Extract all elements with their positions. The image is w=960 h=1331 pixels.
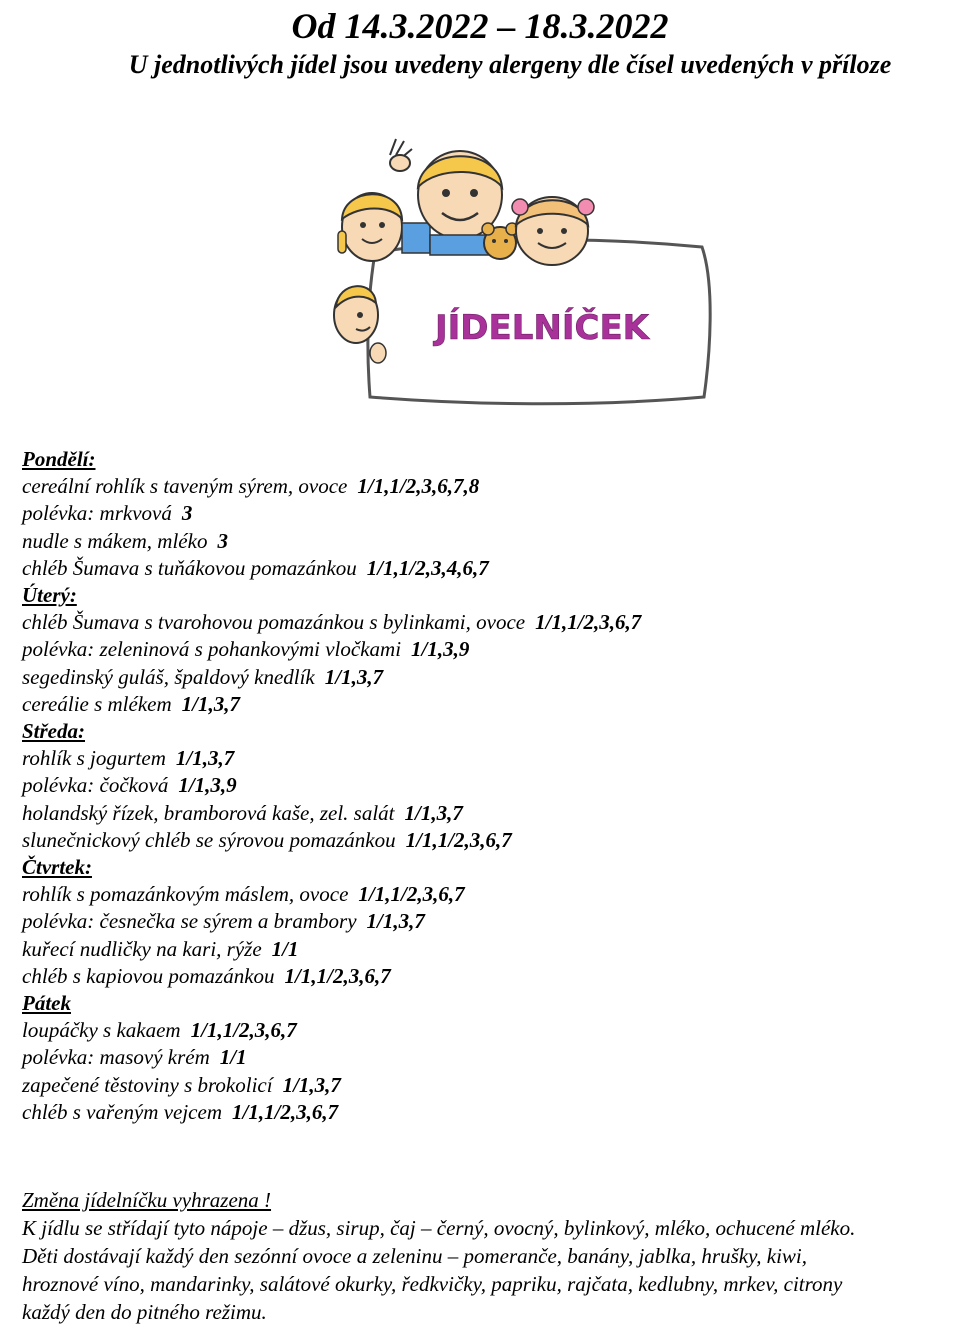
menu-item-food: chléb s kapiovou pomazánkou (22, 963, 275, 988)
menu-item-food: cereálie s mlékem (22, 691, 172, 716)
menu-item (22, 500, 942, 527)
page-subtitle: U jednotlivých jídel jsou uvedeny alergeny dle čísel uvedených v příloze (128, 50, 892, 79)
menu-item-allergens: 1/1,3,7 (282, 1072, 341, 1097)
menu-item-allergens: 1/1,1/2,3,6,7 (231, 1099, 339, 1124)
notes-section (22, 1186, 952, 1326)
day-block (22, 446, 942, 582)
menu-item (22, 636, 942, 663)
children-banner-illustration (330, 135, 720, 410)
menu-item-food: cereální rohlík s taveným sýrem, ovoce (22, 474, 348, 499)
menu-item-food: chléb s vařeným vejcem (22, 1099, 222, 1124)
menu-item (22, 800, 942, 827)
menu-item (22, 881, 942, 908)
notes-line: každý den do pitného režimu. (22, 1300, 267, 1324)
menu-item-food: rohlík s jogurtem (22, 746, 166, 771)
day-block (22, 990, 942, 1126)
menu-item (22, 772, 942, 799)
menu-item-food: rohlík s pomazánkovým máslem, ovoce (22, 882, 349, 907)
menu-item (22, 473, 942, 500)
notes-line: hroznové víno, mandarinky, salátové okurky, ředkvičky, papriku, rajčata, kedlubny, mrkev, citrony (22, 1272, 843, 1296)
day-heading: Pátek (22, 991, 71, 1016)
menu-item-food: polévka: zeleninová s pohankovými vločkami (22, 637, 402, 662)
banner-title: JÍDELNÍČEK (434, 308, 650, 348)
day-heading: Středa: (22, 719, 85, 744)
menu-item-food: kuřecí nudličky na kari, rýže (22, 936, 262, 961)
menu-item-food: zapečené těstoviny s brokolicí (22, 1072, 273, 1097)
menu-item-food: nudle s mákem, mléko (22, 528, 208, 553)
menu-item-allergens: 1/1,1/2,3,6,7 (358, 882, 465, 907)
menu-item-allergens: 1/1,1/2,3,6,7,8 (357, 474, 480, 499)
menu-item-allergens: 1/1,1/2,3,6,7 (535, 610, 642, 635)
menu-item-food: slunečnickový chléb se sýrovou pomazánkou (22, 827, 396, 852)
day-block (22, 718, 942, 854)
menu-item-food: polévka: česnečka se sýrem a brambory (22, 909, 357, 934)
menu-item (22, 528, 942, 555)
menu-item-allergens: 1/1,1/2,3,6,7 (405, 827, 512, 852)
menu-item-food: polévka: čočková (22, 773, 169, 798)
menu-item-allergens: 1/1,3,9 (411, 637, 470, 662)
menu-item (22, 1072, 942, 1099)
menu-item (22, 936, 942, 963)
weekly-menu (22, 446, 942, 1126)
day-heading: Čtvrtek: (22, 855, 92, 880)
menu-item-allergens: 1/1,3,7 (324, 664, 384, 689)
notes-line: Děti dostávají každý den sezónní ovoce a zeleninu – pomeranče, banány, jablka, hrušky, kiwi, (22, 1244, 808, 1268)
menu-item-allergens: 1/1,1/2,3,4,6,7 (366, 555, 489, 580)
page-title: Od 14.3.2022 – 18.3.2022 (291, 6, 669, 46)
menu-item (22, 1099, 942, 1126)
menu-item-food: chléb Šumava s tvarohovou pomazánkou s bylinkami, ovoce (22, 610, 526, 635)
menu-item (22, 1017, 942, 1044)
day-block (22, 582, 942, 718)
menu-item-allergens: 1/1,3,7 (175, 746, 235, 771)
menu-item (22, 963, 942, 990)
menu-item-allergens: 1/1,1/2,3,6,7 (190, 1018, 297, 1043)
menu-item-allergens: 1/1,1/2,3,6,7 (284, 963, 391, 988)
menu-item-allergens: 3 (217, 528, 228, 553)
menu-item (22, 908, 942, 935)
teddy-bear (482, 223, 518, 259)
menu-item-food: chléb Šumava s tuňákovou pomazánkou (22, 555, 357, 580)
menu-item-allergens: 1/1 (219, 1045, 247, 1070)
menu-item-food: holandský řízek, bramborová kaše, zel. salát (22, 800, 395, 825)
menu-item-allergens: 1/1 (271, 936, 299, 961)
menu-item (22, 745, 942, 772)
menu-change-notice: Změna jídelníčku vyhrazena ! (22, 1188, 272, 1212)
menu-item-food: loupáčky s kakaem (22, 1018, 181, 1043)
menu-item (22, 664, 942, 691)
menu-item-allergens: 1/1,3,7 (366, 909, 425, 934)
menu-item (22, 827, 942, 854)
menu-item-allergens: 3 (181, 501, 193, 526)
child-left (338, 139, 430, 261)
menu-item-allergens: 1/1,3,7 (404, 800, 463, 825)
notes-line: K jídlu se střídají tyto nápoje – džus, sirup, čaj – černý, ovocný, bylinkový, mléko, ochucené mléko. (22, 1216, 856, 1240)
menu-item (22, 1044, 942, 1071)
menu-item-allergens: 1/1,3,9 (178, 773, 237, 798)
menu-item (22, 555, 942, 582)
menu-item-allergens: 1/1,3,7 (181, 691, 240, 716)
menu-item-food: segedinský guláš, špaldový knedlík (22, 664, 315, 689)
menu-item (22, 691, 942, 718)
day-heading: Pondělí: (22, 447, 96, 471)
day-block (22, 854, 942, 990)
menu-item (22, 609, 942, 636)
day-heading: Úterý: (22, 583, 77, 608)
menu-item-food: polévka: masový krém (22, 1045, 210, 1070)
menu-item-food: polévka: mrkvová (22, 501, 172, 526)
